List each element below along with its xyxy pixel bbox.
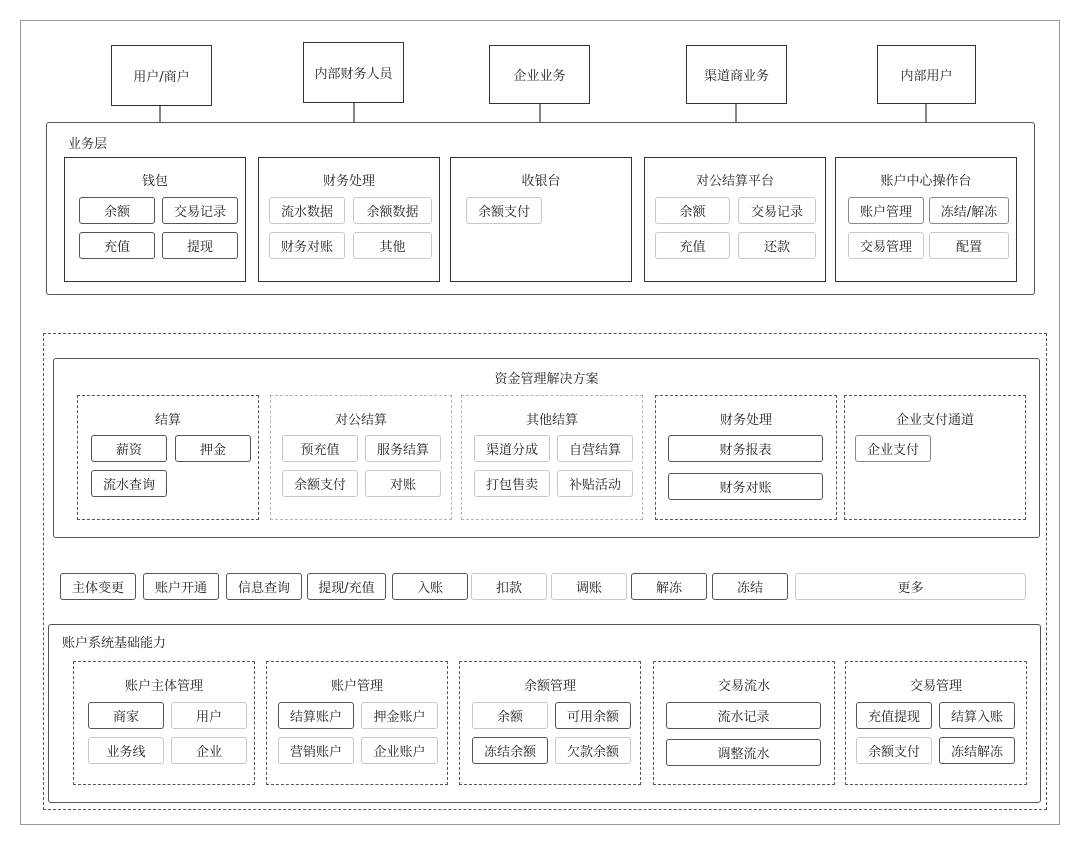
settle-salary[interactable]: 薪资 bbox=[91, 435, 167, 462]
finance-other[interactable]: 其他 bbox=[353, 232, 432, 259]
action-freeze[interactable]: 冻结 bbox=[712, 573, 788, 600]
action-unfreeze[interactable]: 解冻 bbox=[631, 573, 707, 600]
base-trade-flow-title: 交易流水 bbox=[717, 679, 770, 694]
corp-recharge[interactable]: 充值 bbox=[655, 232, 730, 259]
action-credit[interactable]: 入账 bbox=[392, 573, 468, 600]
finance-reconcile[interactable]: 财务对账 bbox=[269, 232, 345, 259]
action-debit[interactable]: 扣款 bbox=[471, 573, 547, 600]
corp-transactions[interactable]: 交易记录 bbox=[738, 197, 816, 224]
balance-available[interactable]: 可用余额 bbox=[555, 702, 631, 729]
flow-adjust[interactable]: 调整流水 bbox=[666, 739, 821, 766]
balance-owed[interactable]: 欠款余额 bbox=[555, 737, 631, 764]
corp-reconcile[interactable]: 对账 bbox=[365, 470, 441, 497]
flow-record[interactable]: 流水记录 bbox=[666, 702, 821, 729]
wallet-balance[interactable]: 余额 bbox=[79, 197, 155, 224]
wallet-transactions[interactable]: 交易记录 bbox=[162, 197, 238, 224]
account-enterprise[interactable]: 企业账户 bbox=[361, 737, 438, 764]
cashier-balance-pay[interactable]: 余额支付 bbox=[466, 197, 542, 224]
actor-channel: 渠道商业务 bbox=[686, 45, 787, 104]
settle-flow-query[interactable]: 流水查询 bbox=[91, 470, 167, 497]
corp-service-settle[interactable]: 服务结算 bbox=[365, 435, 441, 462]
solution-finance-title: 财务处理 bbox=[719, 413, 772, 428]
wallet-recharge[interactable]: 充值 bbox=[79, 232, 155, 259]
trade-recharge-withdraw[interactable]: 充值提现 bbox=[856, 702, 932, 729]
base-trade-mgmt-title: 交易管理 bbox=[909, 679, 962, 694]
entity-enterprise[interactable]: 企业 bbox=[171, 737, 247, 764]
console-account-mgmt[interactable]: 账户管理 bbox=[848, 197, 924, 224]
console-freeze-unfreeze[interactable]: 冻结/解冻 bbox=[929, 197, 1009, 224]
balance-total[interactable]: 余额 bbox=[472, 702, 548, 729]
finance-reconcile-2[interactable]: 财务对账 bbox=[668, 473, 823, 500]
corp-repay[interactable]: 还款 bbox=[738, 232, 816, 259]
trade-settle-credit[interactable]: 结算入账 bbox=[939, 702, 1015, 729]
corp-balance-pay[interactable]: 余额支付 bbox=[282, 470, 358, 497]
solution-corporate-title: 对公结算 bbox=[334, 413, 387, 428]
account-deposit[interactable]: 押金账户 bbox=[361, 702, 438, 729]
base-account-mgmt-title: 账户管理 bbox=[330, 679, 383, 694]
balance-frozen[interactable]: 冻结余额 bbox=[472, 737, 548, 764]
solution-title: 资金管理解决方案 bbox=[494, 372, 599, 387]
account-marketing[interactable]: 营销账户 bbox=[278, 737, 354, 764]
wallet-withdraw[interactable]: 提现 bbox=[162, 232, 238, 259]
actor-finance-staff: 内部财务人员 bbox=[303, 42, 404, 103]
trade-balance-pay[interactable]: 余额支付 bbox=[856, 737, 932, 764]
other-self-settle[interactable]: 自营结算 bbox=[557, 435, 633, 462]
base-entity-mgmt-title: 账户主体管理 bbox=[124, 679, 203, 694]
solution-other-title: 其他结算 bbox=[525, 413, 578, 428]
action-more[interactable]: 更多 bbox=[795, 573, 1026, 600]
actor-internal-user: 内部用户 bbox=[877, 45, 976, 104]
corp-prepay[interactable]: 预充值 bbox=[282, 435, 358, 462]
module-finance-title: 财务处理 bbox=[322, 174, 375, 189]
entity-merchant[interactable]: 商家 bbox=[88, 702, 164, 729]
actor-user-merchant: 用户/商户 bbox=[111, 45, 212, 106]
other-subsidy[interactable]: 补贴活动 bbox=[557, 470, 633, 497]
other-bundle-sale[interactable]: 打包售卖 bbox=[474, 470, 550, 497]
enterprise-pay[interactable]: 企业支付 bbox=[855, 435, 931, 462]
finance-report[interactable]: 财务报表 bbox=[668, 435, 823, 462]
console-trade-mgmt[interactable]: 交易管理 bbox=[848, 232, 924, 259]
solution-enterprise-pay-title: 企业支付通道 bbox=[895, 413, 974, 428]
module-account-console-title: 账户中心操作台 bbox=[880, 174, 972, 189]
entity-user[interactable]: 用户 bbox=[171, 702, 247, 729]
actor-enterprise: 企业业务 bbox=[489, 45, 590, 104]
action-info-query[interactable]: 信息查询 bbox=[226, 573, 302, 600]
settle-deposit[interactable]: 押金 bbox=[175, 435, 251, 462]
account-settlement[interactable]: 结算账户 bbox=[278, 702, 354, 729]
business-layer-title: 业务层 bbox=[68, 137, 108, 152]
corp-balance[interactable]: 余额 bbox=[655, 197, 730, 224]
module-wallet-title: 钱包 bbox=[141, 174, 168, 189]
finance-flow-data[interactable]: 流水数据 bbox=[269, 197, 345, 224]
action-open-account[interactable]: 账户开通 bbox=[143, 573, 219, 600]
trade-freeze-unfreeze[interactable]: 冻结解冻 bbox=[939, 737, 1015, 764]
action-entity-change[interactable]: 主体变更 bbox=[60, 573, 136, 600]
action-adjust[interactable]: 调账 bbox=[551, 573, 627, 600]
solution-settlement-title: 结算 bbox=[154, 413, 181, 428]
action-withdraw-recharge[interactable]: 提现/充值 bbox=[307, 573, 386, 600]
console-config[interactable]: 配置 bbox=[929, 232, 1009, 259]
other-channel-share[interactable]: 渠道分成 bbox=[474, 435, 550, 462]
entity-business-line[interactable]: 业务线 bbox=[88, 737, 164, 764]
base-title: 账户系统基础能力 bbox=[62, 636, 167, 651]
module-cashier-title: 收银台 bbox=[521, 174, 561, 189]
finance-balance-data[interactable]: 余额数据 bbox=[353, 197, 432, 224]
module-corporate-platform-title: 对公结算平台 bbox=[695, 174, 774, 189]
base-balance-mgmt-title: 余额管理 bbox=[523, 679, 576, 694]
